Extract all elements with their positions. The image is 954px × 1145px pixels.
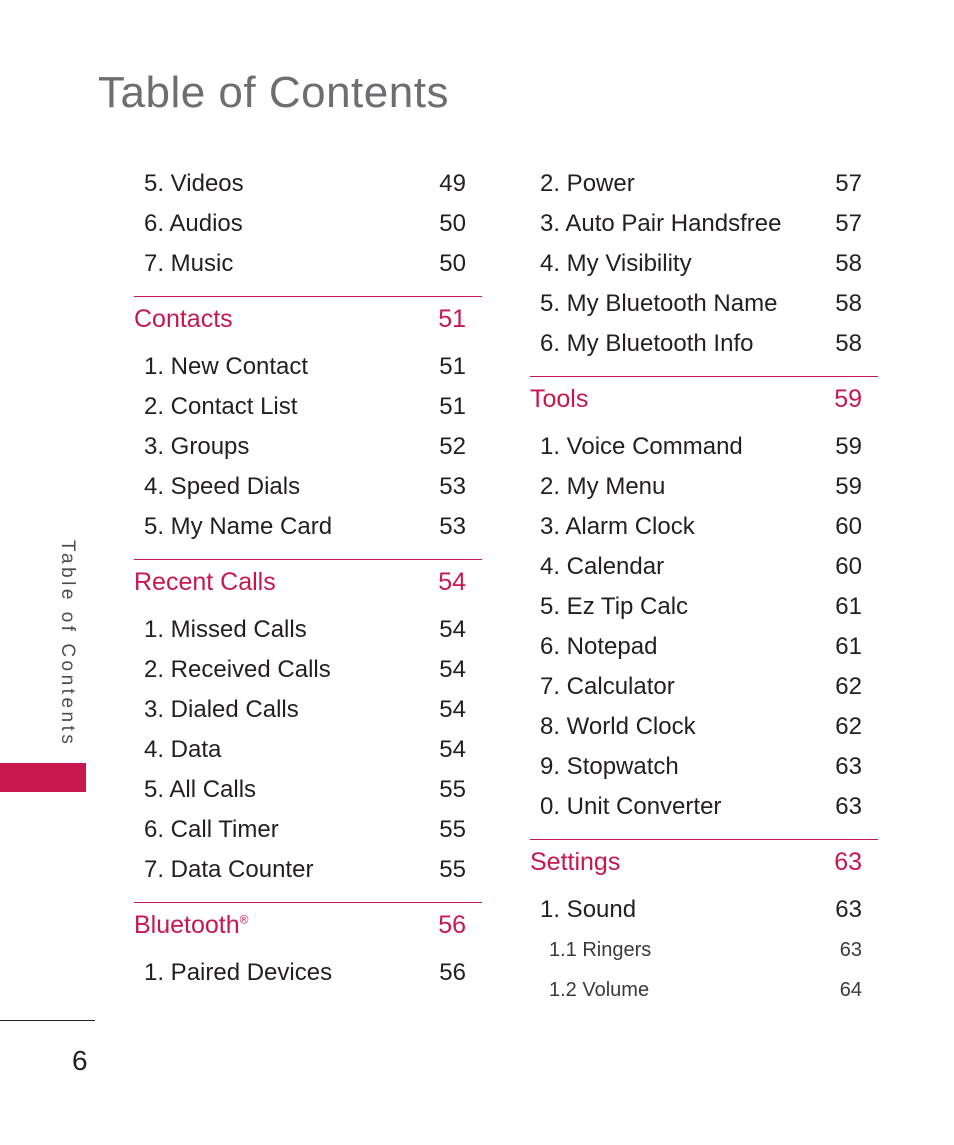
entry-label: 7. Data Counter (144, 856, 314, 883)
toc-entry[interactable] (134, 610, 482, 650)
section-page: 51 (438, 305, 466, 333)
entry-page: 64 (839, 979, 862, 1001)
toc-entry[interactable] (530, 787, 878, 827)
entry-page: 51 (439, 393, 466, 420)
entry-page: 55 (439, 816, 466, 843)
section-heading-settings[interactable] (530, 839, 878, 884)
entry-label: 1. New Contact (144, 353, 309, 380)
toc-entry[interactable] (530, 164, 878, 204)
toc-entry[interactable] (134, 810, 482, 850)
entry-label: 4. Calendar (540, 553, 665, 580)
entry-label: 1.2 Volume (549, 979, 650, 1001)
toc-entry[interactable] (134, 507, 482, 547)
entry-label: 4. My Visibility (540, 250, 692, 277)
entry-label: 7. Calculator (540, 673, 675, 700)
entry-label: 5. My Bluetooth Name (540, 290, 778, 317)
entry-page: 62 (835, 673, 862, 700)
section-heading-tools[interactable] (530, 376, 878, 421)
toc-entry[interactable] (134, 164, 482, 204)
toc-entry[interactable] (530, 547, 878, 587)
entry-label: 1. Paired Devices (144, 959, 333, 986)
toc-left-column (134, 164, 482, 993)
page-title: Table of Contents (98, 68, 449, 117)
toc-entry[interactable] (530, 244, 878, 284)
entry-page: 63 (835, 793, 862, 820)
section-page: 59 (834, 385, 862, 413)
toc-entry[interactable] (530, 587, 878, 627)
entry-label: 2. Received Calls (144, 656, 331, 683)
toc-entry[interactable] (530, 507, 878, 547)
section-page: 63 (834, 848, 862, 876)
toc-entry[interactable] (530, 324, 878, 364)
entry-page: 59 (835, 433, 862, 460)
entry-page: 54 (439, 696, 466, 723)
entry-page: 63 (835, 896, 862, 923)
entry-page: 62 (835, 713, 862, 740)
toc-sub-entry[interactable] (530, 970, 878, 1010)
toc-entry[interactable] (134, 850, 482, 890)
section-title: Recent Calls (134, 568, 276, 596)
toc-entry[interactable] (530, 284, 878, 324)
entry-page: 61 (835, 633, 862, 660)
entry-label: 3. Auto Pair Handsfree (540, 210, 782, 237)
entry-page: 55 (439, 856, 466, 883)
entry-page: 54 (439, 736, 466, 763)
entry-page: 60 (835, 553, 862, 580)
entry-label: 2. Contact List (144, 393, 298, 420)
entry-label: 2. My Menu (540, 473, 666, 500)
entry-label: 5. All Calls (144, 776, 257, 803)
toc-right-column (530, 164, 878, 1010)
entry-page: 63 (839, 939, 862, 961)
toc-entry[interactable] (134, 650, 482, 690)
entry-label: 3. Groups (144, 433, 250, 460)
entry-page: 55 (439, 776, 466, 803)
toc-entry[interactable] (134, 244, 482, 284)
entry-page: 57 (835, 170, 862, 197)
toc-entry[interactable] (134, 204, 482, 244)
entry-label: 9. Stopwatch (540, 753, 679, 780)
entry-page: 61 (835, 593, 862, 620)
toc-entry[interactable] (530, 667, 878, 707)
toc-sub-entry[interactable] (530, 930, 878, 970)
entry-page: 53 (439, 473, 466, 500)
section-title: Settings (530, 848, 621, 876)
side-tab-marker (0, 763, 86, 792)
entry-page: 53 (439, 513, 466, 540)
entry-page: 51 (439, 353, 466, 380)
section-page: 54 (438, 568, 466, 596)
entry-label: 5. Videos (144, 170, 244, 197)
entry-label: 2. Power (540, 170, 635, 197)
section-title: Tools (530, 385, 589, 413)
side-tab-label: Table of Contents (57, 540, 78, 748)
entry-page: 54 (439, 616, 466, 643)
section-heading-contacts[interactable] (134, 296, 482, 341)
entry-label: 1. Missed Calls (144, 616, 307, 643)
section-title (134, 903, 248, 947)
toc-entry[interactable] (530, 707, 878, 747)
toc-entry[interactable] (134, 690, 482, 730)
entry-label: 6. Call Timer (144, 816, 279, 843)
entry-label: 1.1 Ringers (549, 939, 652, 961)
entry-page: 57 (835, 210, 862, 237)
registered-mark: ® (239, 912, 249, 927)
page-number: 6 (72, 1045, 88, 1076)
section-page: 56 (438, 911, 466, 939)
entry-label: 5. My Name Card (144, 513, 333, 540)
entry-page: 63 (835, 753, 862, 780)
toc-entry[interactable] (134, 387, 482, 427)
entry-page: 50 (439, 210, 466, 237)
toc-entry[interactable] (134, 427, 482, 467)
toc-entry[interactable] (530, 204, 878, 244)
entry-page: 59 (835, 473, 862, 500)
toc-entry[interactable] (134, 953, 482, 993)
entry-page: 49 (439, 170, 466, 197)
toc-entry[interactable] (134, 467, 482, 507)
toc-entry[interactable] (530, 747, 878, 787)
entry-label: 1. Sound (540, 896, 637, 923)
section-heading-recent-calls[interactable] (134, 559, 482, 604)
section-heading-bluetooth[interactable] (134, 902, 482, 947)
entry-label: 6. Notepad (540, 633, 658, 660)
entry-label: 0. Unit Converter (540, 793, 722, 820)
entry-label: 4. Speed Dials (144, 473, 301, 500)
entry-page: 50 (439, 250, 466, 277)
toc-entry[interactable] (530, 427, 878, 467)
entry-label: 6. My Bluetooth Info (540, 330, 754, 357)
entry-page: 58 (835, 290, 862, 317)
footer-rule (0, 1020, 95, 1021)
toc-entry[interactable] (134, 770, 482, 810)
section-title: Contacts (134, 305, 233, 333)
entry-label: 7. Music (144, 250, 234, 277)
entry-page: 54 (439, 656, 466, 683)
entry-page: 58 (835, 250, 862, 277)
toc-entry[interactable] (134, 730, 482, 770)
entry-page: 52 (439, 433, 466, 460)
toc-entry[interactable] (530, 627, 878, 667)
bluetooth-title-text: Bluetooth (134, 911, 240, 939)
entry-label: 4. Data (144, 736, 222, 763)
entry-label: 3. Dialed Calls (144, 696, 299, 723)
entry-label: 1. Voice Command (540, 433, 743, 460)
toc-entry[interactable] (530, 467, 878, 507)
entry-page: 60 (835, 513, 862, 540)
entry-label: 8. World Clock (540, 713, 696, 740)
entry-label: 3. Alarm Clock (540, 513, 695, 540)
toc-entry[interactable] (530, 890, 878, 930)
entry-label: 5. Ez Tip Calc (540, 593, 689, 620)
entry-page: 56 (439, 959, 466, 986)
entry-label: 6. Audios (144, 210, 243, 237)
toc-entry[interactable] (134, 347, 482, 387)
entry-page: 58 (835, 330, 862, 357)
